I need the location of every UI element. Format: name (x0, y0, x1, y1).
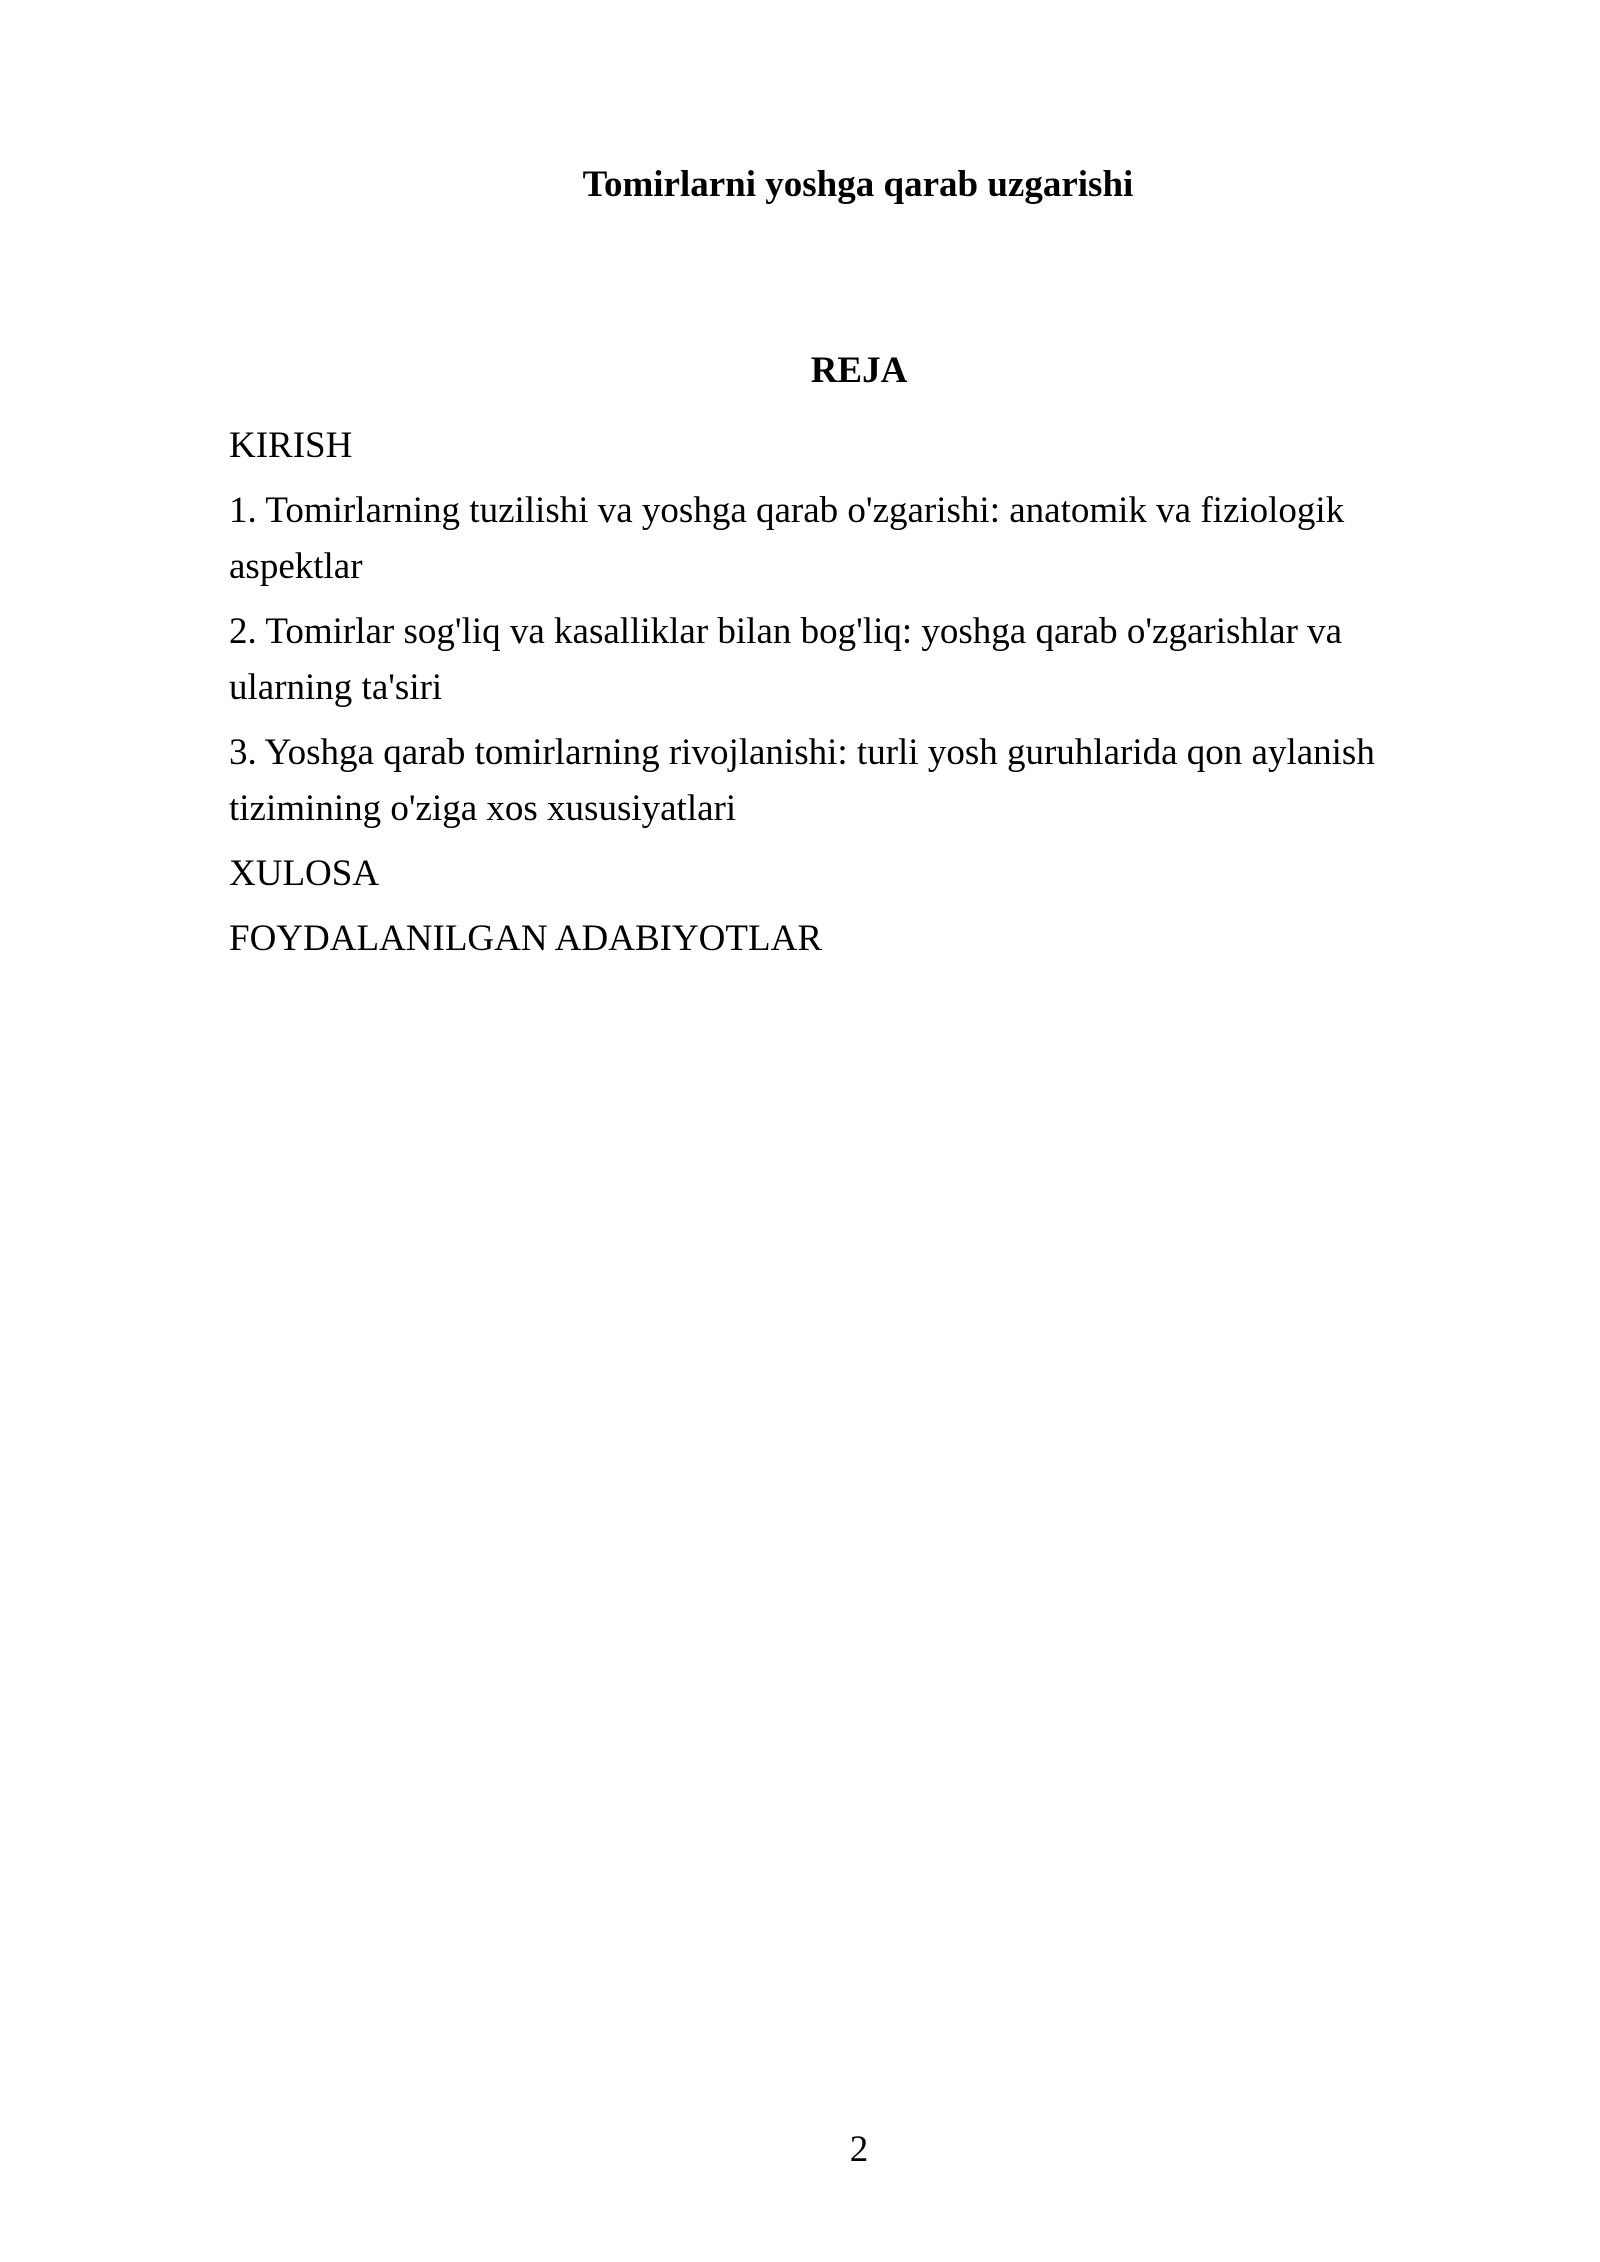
document-title: Tomirlarni yoshga qarab uzgarishi (582, 164, 1134, 205)
plan-list (229, 418, 1429, 976)
plan-item-2: 2. Tomirlar sog'liq va kasalliklar bilan bog'liq: yoshga qarab o'zgarishlar va ularning ta'siri (229, 611, 1343, 708)
plan-item-conclusion: XULOSA (229, 853, 380, 894)
plan-heading: REJA (810, 350, 908, 391)
page-number: 2 (849, 2129, 869, 2170)
plan-item-3: 3. Yoshga qarab tomirlarning rivojlanishi: turli yosh guruhlarida qon aylanish tizimining o'ziga xos xususiyatlari (229, 732, 1375, 829)
plan-item-intro: KIRISH (229, 425, 353, 466)
plan-item-1: 1. Tomirlarning tuzilishi va yoshga qarab o'zgarishi: anatomik va fiziologik aspektlar (229, 490, 1345, 587)
plan-item-references: FOYDALANILGAN ADABIYOTLAR (229, 918, 822, 959)
